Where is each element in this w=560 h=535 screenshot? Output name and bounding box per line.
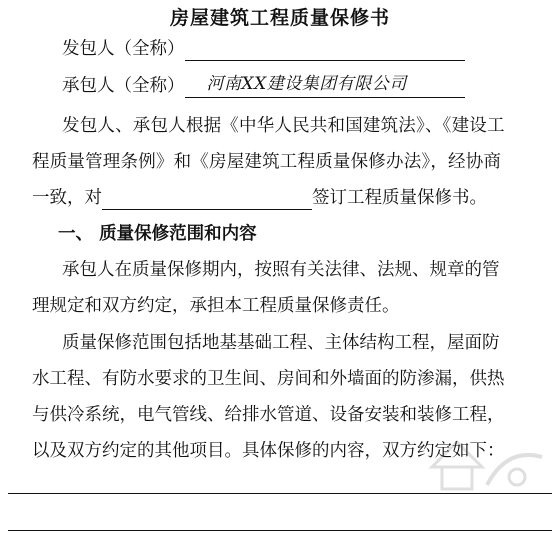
employer-row xyxy=(62,37,465,61)
section-1-heading: 一、 质量保修范围和内容 xyxy=(58,224,257,244)
employer-label: 发包人（全称） xyxy=(62,39,185,59)
contractor-row xyxy=(62,74,465,98)
contractor-field[interactable] xyxy=(185,75,465,98)
intro-line-3-suffix: 签订工程质量保修书。 xyxy=(312,188,487,208)
house-logo-icon xyxy=(412,427,552,497)
para-1-line-2: 理规定和双方约定，承担本工程质量保修责任。 xyxy=(32,296,400,316)
document-title: 房屋建筑工程质量保修书 xyxy=(169,7,390,29)
para-2-line-3: 与供冷系统，电气管线、给排水管道、设备安装和装修工程， xyxy=(32,405,505,425)
employer-field[interactable] xyxy=(185,38,465,61)
blank-fill-line-2[interactable] xyxy=(8,530,552,531)
contractor-value: 河南XX建设集团有限公司 xyxy=(206,74,407,94)
para-2-line-2: 水工程、有防水要求的卫生间、房间和外墙面的防渗漏，供热 xyxy=(32,369,505,389)
contractor-label: 承包人（全称） xyxy=(62,76,185,96)
intro-line-3-prefix: 一致，对 xyxy=(32,188,102,208)
intro-line-3 xyxy=(32,186,487,210)
para-2-line-4: 以及双方约定的其他项目。具体保修的内容，双方约定如下： xyxy=(32,441,505,461)
para-1-line-1: 承包人在质量保修期内，按照有关法律、法规、规章的管 xyxy=(62,260,500,280)
project-name-field[interactable] xyxy=(102,187,312,210)
para-2-line-1: 质量保修范围包括地基基础工程、主体结构工程，屋面防 xyxy=(62,333,500,353)
intro-line-2: 程质量管理条例》和《房屋建筑工程质量保修办法》，经协商 xyxy=(32,152,502,172)
intro-line-1: 发包人、承包人根据《中华人民共和国建筑法》、《建设工 xyxy=(62,116,505,136)
